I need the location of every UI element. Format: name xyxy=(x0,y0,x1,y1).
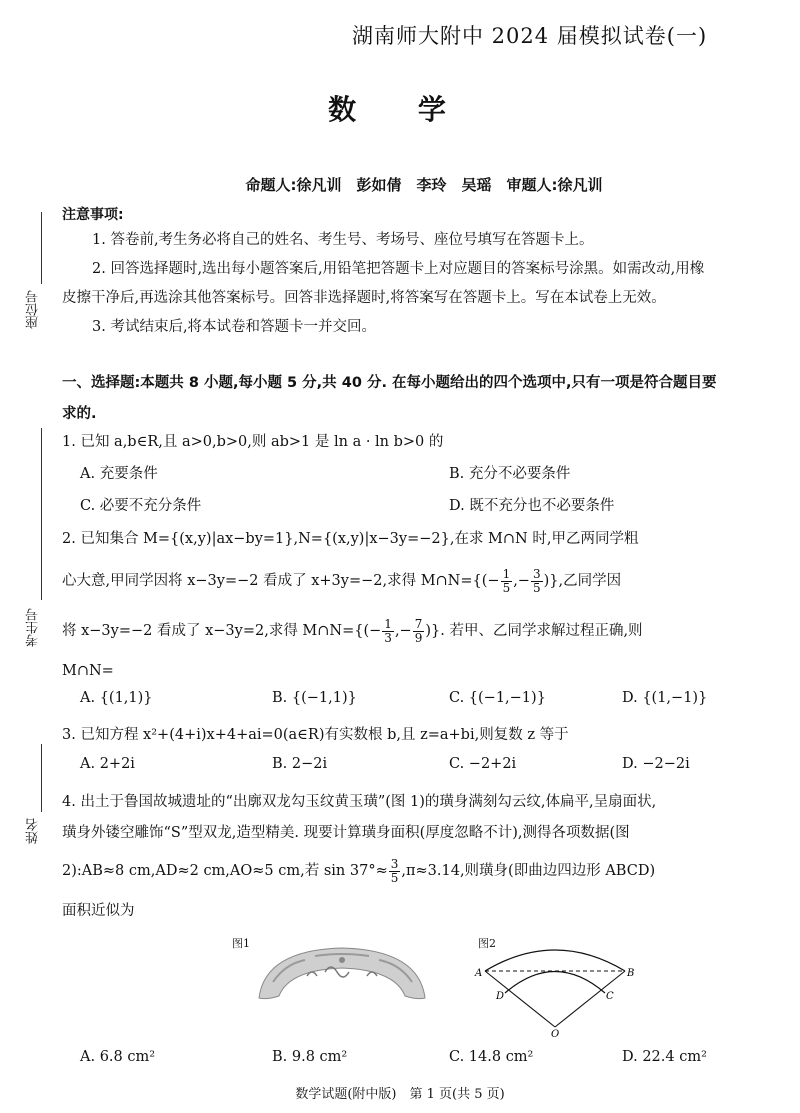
numerator: 3 xyxy=(390,856,399,871)
q1-option-c: C. 必要不充分条件 xyxy=(80,498,202,514)
notice-item-1: 1. 答卷前,考生务必将自己的姓名、考生号、考场号、座位号填写在答题卡上。 xyxy=(92,232,594,248)
q2-option-b: B. {(−1,1)} xyxy=(272,690,357,706)
question-4-line4: 面积近似为 xyxy=(62,903,135,919)
question-2-line4: M∩N= xyxy=(62,663,114,679)
figure-1-label: 图1 xyxy=(232,937,250,950)
denominator: 9 xyxy=(414,630,423,645)
q1-option-b: B. 充分不必要条件 xyxy=(449,466,571,482)
side-label-seat: 座位号 xyxy=(26,290,41,329)
section-heading-line1: 一、选择题:本题共 8 小题,每小题 5 分,共 40 分. 在每小题给出的四个选项中,只有一项是符合题目要 xyxy=(62,375,717,391)
point-a-label: A xyxy=(475,968,483,979)
denominator: 5 xyxy=(390,870,399,885)
q3-option-a: A. 2+2i xyxy=(80,756,135,772)
notice-item-2a: 2. 回答选择题时,选出每小题答案后,用铅笔把答题卡上对应题目的答案标号涂黑。如需改动,用橡 xyxy=(92,261,705,277)
q4-line3-pre: 2):AB≈8 cm,AD≈2 cm,AO≈5 cm,若 sin 37°≈ xyxy=(62,863,388,879)
side-divider xyxy=(41,744,42,812)
q4-option-a: A. 6.8 cm² xyxy=(80,1049,156,1065)
side-label-exam-no: 考生号 xyxy=(26,608,41,647)
q2-line3-mid: ,− xyxy=(394,623,412,639)
point-b-label: B xyxy=(627,968,635,979)
page-footer: 数学试题(附中版) 第 1 页(共 5 页) xyxy=(295,1087,505,1102)
section-heading xyxy=(62,368,787,430)
question-1-stem: 1. 已知 a,b∈R,且 a>0,b>0,则 ab>1 是 ln a · ln b>0 的 xyxy=(62,434,444,450)
denominator: 5 xyxy=(502,580,511,595)
q3-option-d: D. −2−2i xyxy=(622,756,690,772)
subject-title: 数 学 xyxy=(328,93,472,126)
fraction xyxy=(413,618,425,645)
side-label-name: 姓名 xyxy=(26,818,41,844)
section-heading-line2: 求的. xyxy=(62,406,97,422)
q2-option-c: C. {(−1,−1)} xyxy=(449,690,546,706)
q2-line2-pre: 心大意,甲同学因将 x−3y=−2 看成了 x+3y=−2,求得 M∩N={(− xyxy=(62,573,500,589)
q2-line3-pre: 将 x−3y=−2 看成了 x−3y=2,求得 M∩N={(− xyxy=(62,623,382,639)
question-2-line2 xyxy=(62,566,790,596)
fraction xyxy=(501,568,513,595)
q1-option-a: A. 充要条件 xyxy=(80,466,158,482)
authors-line: 命题人:徐凡训 彭如倩 李玲 吴瑶 审题人:徐凡训 xyxy=(245,176,603,194)
numerator: 7 xyxy=(414,616,423,631)
q4-option-b: B. 9.8 cm² xyxy=(272,1049,348,1065)
side-divider xyxy=(41,428,42,600)
point-d-label: D xyxy=(496,991,505,1002)
figure-2-label: 图2 xyxy=(478,937,496,950)
q3-option-c: C. −2+2i xyxy=(449,756,517,772)
q1-option-d: D. 既不充分也不必要条件 xyxy=(449,498,615,514)
denominator: 3 xyxy=(384,630,392,645)
notice-heading: 注意事项: xyxy=(62,207,124,223)
exam-header-title: 湖南师大附中 2024 届模拟试卷(一) xyxy=(352,24,708,48)
question-4-line2: 璜身外镂空雕饰“S”型双龙,造型精美. 现要计算璜身面积(厚度忽略不计),测得各项数据(图 xyxy=(62,825,630,841)
fraction xyxy=(382,618,394,645)
denominator: 5 xyxy=(532,580,541,595)
fraction xyxy=(531,568,543,595)
q2-line3-post: )}. 若甲、乙同学求解过程正确,则 xyxy=(425,623,643,639)
q4-line3-post: ,π≈3.14,则璜身(即曲边四边形 ABCD) xyxy=(401,863,656,879)
numerator: 3 xyxy=(532,566,541,581)
q3-option-b: B. 2−2i xyxy=(272,756,328,772)
side-divider xyxy=(41,212,42,284)
q2-line2-mid: ,− xyxy=(513,573,530,589)
q2-option-d: D. {(1,−1)} xyxy=(622,690,708,706)
q4-option-c: C. 14.8 cm² xyxy=(449,1049,534,1065)
point-c-label: C xyxy=(606,991,614,1002)
numerator: 1 xyxy=(384,616,392,631)
question-4-line3 xyxy=(62,856,790,886)
q4-option-d: D. 22.4 cm² xyxy=(622,1049,707,1065)
q2-line2-post: )},乙同学因 xyxy=(543,573,622,589)
notice-item-2b: 皮擦干净后,再选涂其他答案标号。回答非选择题时,将答案写在答题卡上。写在本试卷上无效。 xyxy=(62,290,666,306)
question-2-line1: 2. 已知集合 M={(x,y)|ax−by=1},N={(x,y)|x−3y=−2},在求 M∩N 时,甲乙两同学粗 xyxy=(62,531,639,547)
jade-pendant-image xyxy=(255,942,430,1004)
geometry-diagram xyxy=(470,935,640,1040)
notice-item-3: 3. 考试结束后,将本试卷和答题卡一并交回。 xyxy=(92,319,377,335)
question-2-line3 xyxy=(62,616,790,646)
question-3-stem: 3. 已知方程 x²+(4+i)x+4+ai=0(a∈R)有实数根 b,且 z=a+bi,则复数 z 等于 xyxy=(62,727,569,743)
question-4-line1: 4. 出土于鲁国故城遗址的“出廓双龙勾玉纹黄玉璜”(图 1)的璜身满刻勾云纹,体扁平,呈扇面状, xyxy=(62,794,657,810)
q2-option-a: A. {(1,1)} xyxy=(80,690,153,706)
numerator: 1 xyxy=(502,566,511,581)
fraction xyxy=(389,858,401,885)
point-o-label: O xyxy=(551,1029,560,1040)
